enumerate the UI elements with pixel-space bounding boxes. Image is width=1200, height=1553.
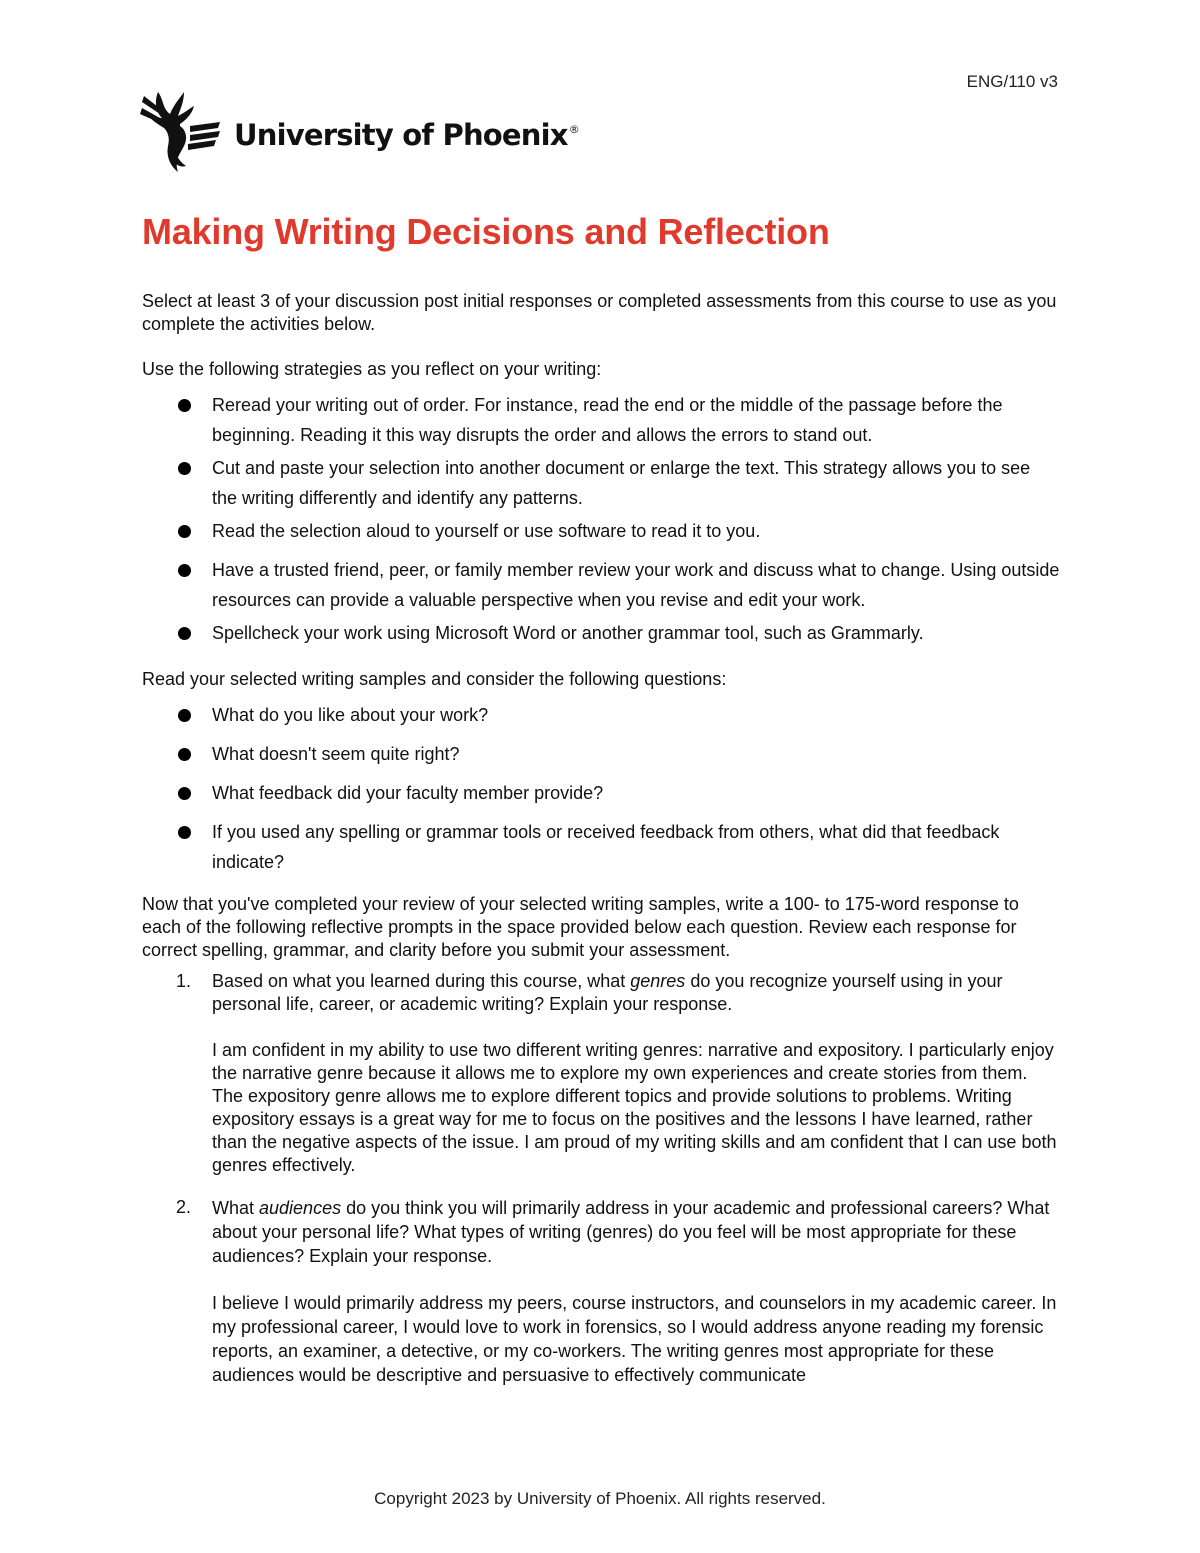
- list-item: What do you like about your work?: [212, 700, 1060, 730]
- phoenix-bird-icon: [140, 86, 222, 178]
- copyright-footer: Copyright 2023 by University of Phoenix. All rights reserved.: [374, 1489, 826, 1508]
- prompt-answer: I believe I would primarily address my peers, course instructors, and counselors in my academic career. In my professional career, I would love to work in forensics, so I would address anyone reading my forensic reports, an examiner, a detective, or my co-workers. The writing genres most appropriate for these audiences would be descriptive and persuasive to effectively communicate: [212, 1293, 1057, 1385]
- prompt-item: [176, 970, 1060, 1177]
- list-item: Spellcheck your work using Microsoft Word or another grammar tool, such as Grammarly.: [212, 618, 1060, 648]
- prompts-list: [142, 970, 1060, 1387]
- prompt-item: [176, 1196, 1060, 1387]
- document-body: [142, 290, 1060, 1406]
- questions-list: [142, 700, 1060, 877]
- prompt-number: 2.: [176, 1197, 192, 1217]
- list-item: Reread your writing out of order. For instance, read the end or the middle of the passage before the beginning. Reading it this way disrupts the order and allows the errors to stand out.: [212, 390, 1060, 450]
- course-code: ENG/110 v3: [966, 72, 1058, 91]
- university-logo: [140, 84, 579, 180]
- prompt-answer: I am confident in my ability to use two different writing genres: narrative and expository. I particularly enjoy the narrative genre because it allows me to explore my own experiences and create stories from them. The expository genre allows me to explore different topics and provide solutions to problems. Writing expository essays is a great way for me to focus on the positives and the lessons I have learned, rather than the negative aspects of the issue. I am proud of my writing skills and am confident that I can use both genres effectively.: [212, 1040, 1057, 1175]
- list-item: What feedback did your faculty member provide?: [212, 778, 1060, 808]
- strategies-list: [142, 390, 1060, 648]
- list-item: Cut and paste your selection into another document or enlarge the text. This strategy allows you to see the writing differently and identify any patterns.: [212, 453, 1060, 513]
- prompt-question: Based on what you learned during this course, what genres do you recognize yourself using in your personal life, career, or academic writing? Explain your response.: [212, 971, 1003, 1014]
- list-item: What doesn't seem quite right?: [212, 739, 1060, 769]
- list-item: Have a trusted friend, peer, or family member review your work and discuss what to change. Using outside resources can provide a valuable perspective when you revise and edit your work.: [212, 555, 1060, 615]
- prompt-number: 1.: [176, 971, 192, 991]
- prompt-question: What audiences do you think you will primarily address in your academic and professional careers? What about your personal life? What types of writing (genres) do you feel will be most appropriate for these audiences? Explain your response.: [212, 1198, 1050, 1266]
- list-item: If you used any spelling or grammar tools or received feedback from others, what did that feedback indicate?: [212, 817, 1060, 877]
- intro-paragraph: Select at least 3 of your discussion post initial responses or completed assessments from this course to use as you complete the activities below.: [142, 291, 1057, 334]
- prompts-intro: Now that you've completed your review of your selected writing samples, write a 100- to 175-word response to each of the following reflective prompts in the space provided below each question. Review each response for correct spelling, grammar, and clarity before you submit your assessment.: [142, 894, 1019, 960]
- questions-intro: Read your selected writing samples and consider the following questions:: [142, 669, 727, 689]
- list-item: Read the selection aloud to yourself or use software to read it to you.: [212, 516, 1060, 546]
- university-name: University of Phoenix®: [234, 118, 579, 152]
- page-title: Making Writing Decisions and Reflection: [142, 211, 830, 252]
- strategies-intro: Use the following strategies as you reflect on your writing:: [142, 359, 602, 379]
